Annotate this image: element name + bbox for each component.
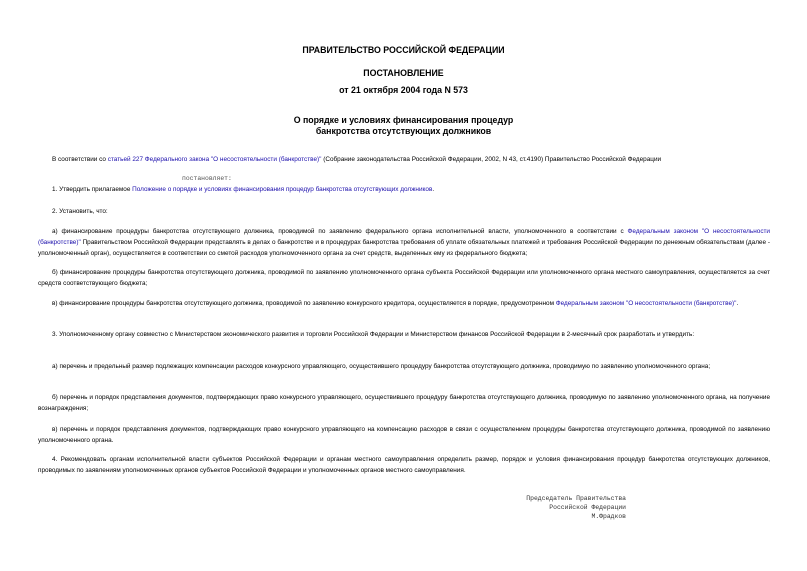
article-227-link[interactable]: статьей 227 Федерального закона "О несостоятельности (банкротстве)" xyxy=(107,156,322,163)
decides-line xyxy=(182,173,382,184)
item-3c xyxy=(38,424,770,446)
item-3c-text: в) перечень и порядок представления документов, подтверждающих право конкурсного управляющего на компенсацию расходов в связи с осуществлением процедуры банкротства отсутствующего должника, проводимой по заявлению уполномоченного органа. xyxy=(38,426,770,444)
item-1-end: . xyxy=(432,186,435,193)
item-4 xyxy=(38,454,770,476)
item-2a xyxy=(38,226,770,259)
item-3a xyxy=(38,361,770,372)
item-3 xyxy=(38,329,770,340)
decides-word: постановляет: xyxy=(182,175,232,182)
item-2-text: 2. Установить, что: xyxy=(52,208,108,215)
signature-name: М.Фрадков xyxy=(591,513,626,520)
item-3b xyxy=(38,392,770,414)
item-2c-end: . xyxy=(736,300,739,307)
item-1 xyxy=(38,184,770,195)
item-2b xyxy=(38,267,770,289)
document-date-number: от 21 октября 2004 года N 573 xyxy=(339,85,468,95)
signature-position: Председатель Правительства xyxy=(526,495,626,502)
item-2b-text: б) финансирование процедуры банкротства отсутствующего должника, проводимой по заявлению уполномоченного органа субъекта Российской Федерации или уполномоченного органа местного самоуправления, осуществляется за счет средств соответствующего бюджета; xyxy=(38,269,770,287)
item-2a-text-start: а) финансирование процедуры банкротства отсутствующего должника, проводимой по заявлению федерального органа исполнительной власти, уполномоченного в соответствии с xyxy=(52,228,628,235)
bankruptcy-law-link-2[interactable]: Федеральным законом "О несостоятельности (банкротстве)" xyxy=(555,300,737,307)
item-3b-text: б) перечень и порядок представления документов, подтверждающих право конкурсного управляющего, осуществившего процедуру банкротства отсутствующего должника, проводимую по заявлению уполномоченного органа, на получение вознаграждения; xyxy=(38,394,770,412)
item-2c xyxy=(38,298,770,309)
preamble-text-start: В соответствии со xyxy=(52,156,108,163)
item-3-text: 3. Уполномоченному органу совместно с Министерством экономического развития и торговли Российской Федерации и Министерством финансов Российской Федерации в 2-месячный срок разработать и утвердить: xyxy=(52,331,695,338)
item-3a-text: а) перечень и предельный размер подлежащих компенсации расходов конкурсного управляющего, осуществившего процедуру банкротства отсутствующего должника, проводимую по заявлению уполномоченного органа; xyxy=(52,363,711,370)
document-title-line-2: банкротства отсутствующих должников xyxy=(315,126,492,136)
bankruptcy-law-link-1[interactable]: Федеральным законом "О несостоятельности (банкротстве)" xyxy=(38,228,771,246)
document-type: ПОСТАНОВЛЕНИЕ xyxy=(363,68,444,78)
government-name: ПРАВИТЕЛЬСТВО РОССИЙСКОЙ ФЕДЕРАЦИИ xyxy=(302,45,505,55)
item-2c-text-start: в) финансирование процедуры банкротства отсутствующего должника, проводимой по заявлению конкурсного кредитора, осуществляется в порядке, предусмотренном xyxy=(52,300,556,307)
preamble xyxy=(38,154,770,165)
item-2a-text-end: Правительством Российской Федерации представлять в делах о банкротстве и в процедурах банкротства требования об уплате обязательных платежей и требования Российской Федерации по денежным обязательствам (далее - уполномоченный орган), осуществляется в соответствии со сметой расходов уполномоченного органа за счет средств, выделенных ему из федерального бюджета; xyxy=(38,239,770,257)
document-title-line-1: О порядке и условиях финансирования процедур xyxy=(293,115,514,125)
item-2 xyxy=(38,206,770,217)
signature-country: Российской Федерации xyxy=(549,504,626,511)
item-1-text: 1. Утвердить прилагаемое xyxy=(52,186,133,193)
item-4-text: 4. Рекомендовать органам исполнительной власти субъектов Российской Федерации и органам местного самоуправления определить размер, порядок и условия финансирования процедур банкротства отсутствующих должников, проводимых по заявлениям уполномоченных органов субъектов Российской Федерации и уполномоченных органов местного самоуправления. xyxy=(38,456,770,474)
signature-block xyxy=(480,494,626,521)
regulation-link[interactable]: Положение о порядке и условиях финансирования процедур банкротства отсутствующих должников xyxy=(132,186,433,193)
preamble-text-end: (Собрание законодательства Российской Федерации, 2002, N 43, ст.4190) Правительство Российской Федерации xyxy=(321,156,662,163)
